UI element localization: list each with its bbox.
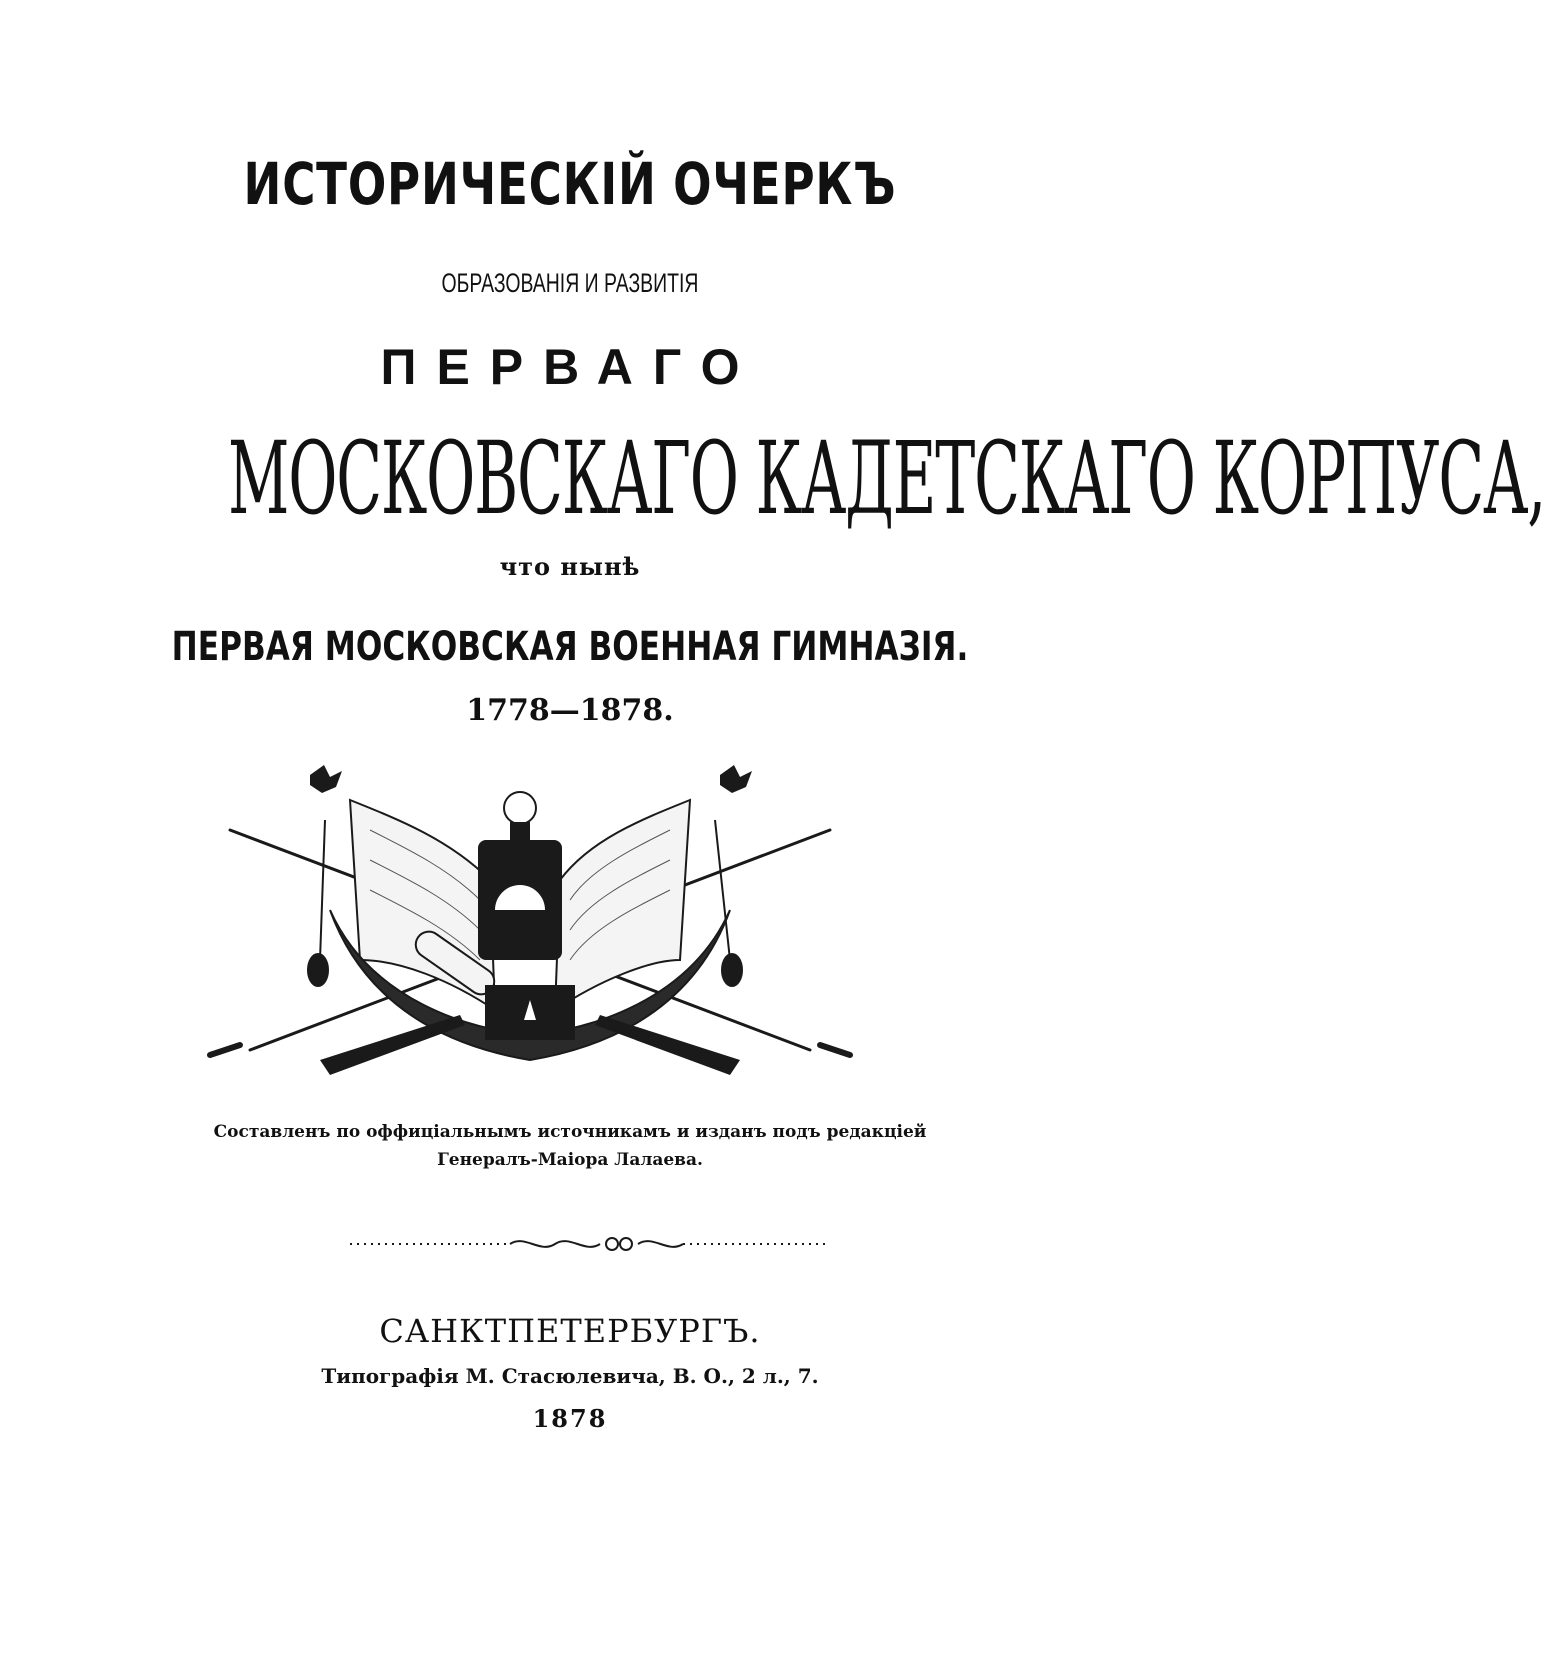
imprint-year: 1878 [532,1404,608,1433]
compiled-line-1: Составленъ по оффиціальнымъ источникамъ и изданъ подъ редакціей [213,1122,927,1142]
title-line-now: что нынѣ [499,552,641,581]
military-trophy-emblem-icon [210,760,850,1090]
divider-ornament-icon [350,1232,830,1256]
title-years: 1778—1878. [466,693,674,728]
compiled-line-2: Генералъ-Маіора Лалаева. [437,1150,703,1170]
imprint-city: САНКТПЕТЕРБУРГЪ. [379,1312,761,1350]
title-line-historical-essay: ИСТОРИЧЕСКІЙ ОЧЕРКЪ [243,150,897,218]
imprint-printer: Типографія М. Стасюлевича, В. О., 2 л., 7. [321,1364,819,1388]
compiled-by-note [0,1118,1140,1174]
subtitle-formation-development: ОБРАЗОВАНІЯ И РАЗВИТІЯ [441,268,699,298]
title-line-first: ПЕРВАГО [380,339,760,395]
title-line-moscow-cadet-corps: МОСКОВСКАГО КАДЕТСКАГО КОРПУСА, [228,420,1545,537]
title-line-military-gymnasium: ПЕРВАЯ МОСКОВСКАЯ ВОЕННАЯ ГИМНАЗІЯ. [171,624,969,670]
